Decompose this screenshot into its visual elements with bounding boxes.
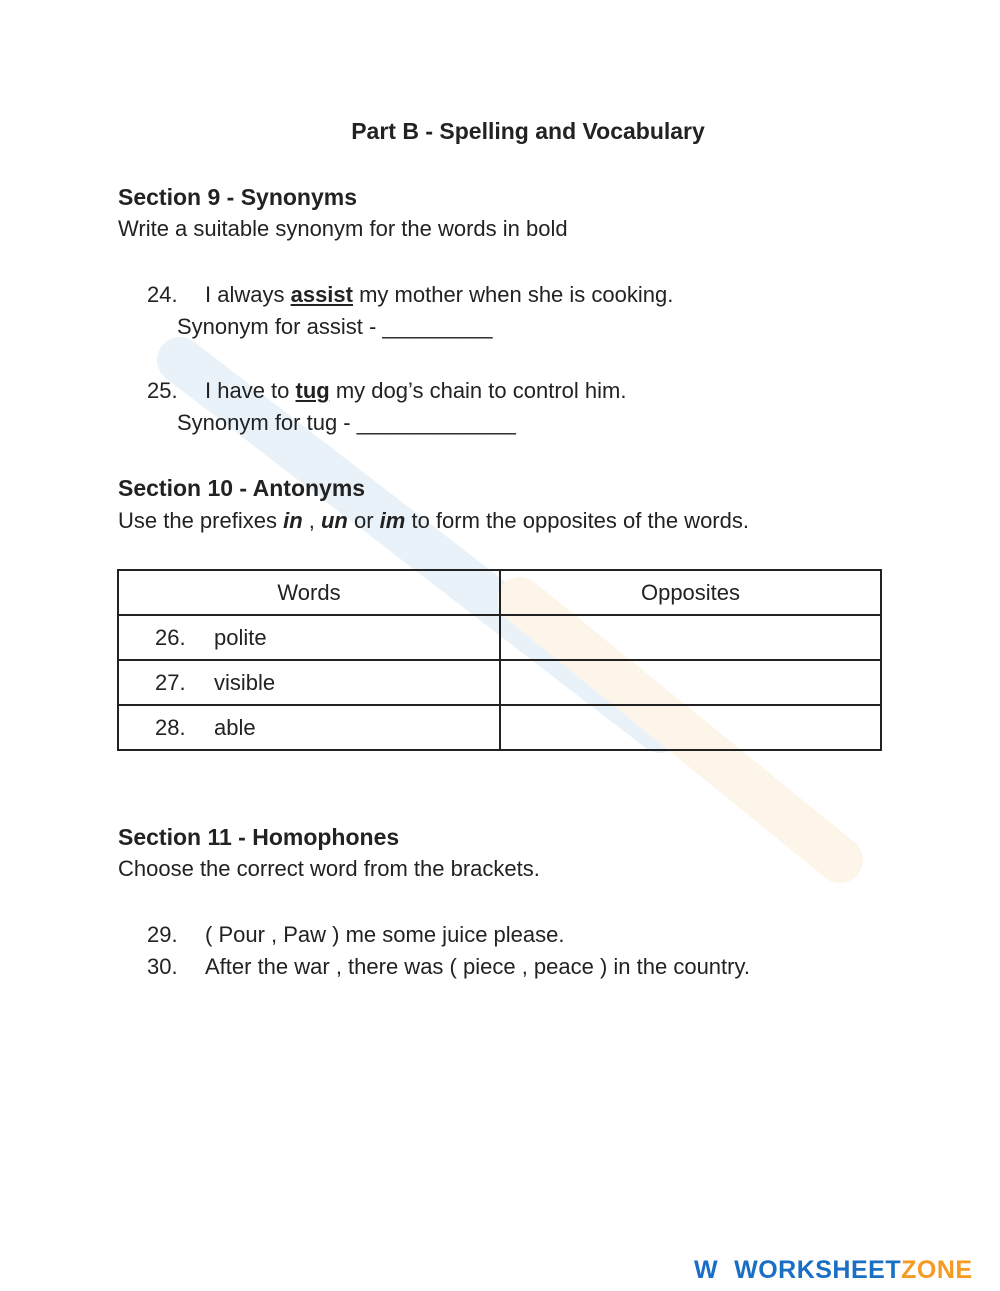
question-number: 25. xyxy=(147,378,178,403)
antonyms-table xyxy=(117,569,882,751)
section-11-heading: Section 11 - Homophones xyxy=(118,824,400,850)
word-text: visible xyxy=(214,669,276,695)
word-cell xyxy=(118,705,500,750)
question-text: I always xyxy=(205,282,291,307)
word-cell xyxy=(118,660,500,705)
instruction-text: , xyxy=(302,508,321,533)
opposite-answer-cell[interactable] xyxy=(500,660,881,705)
w-logo-icon: W xyxy=(694,1256,719,1284)
logo-text-zone: ZONE xyxy=(901,1256,973,1284)
prefix-un: un xyxy=(320,508,348,533)
question-text: my mother when she is cooking. xyxy=(352,282,674,307)
synonym-prompt-24: Synonym for assist - _________ xyxy=(177,314,493,339)
prefix-in: in xyxy=(283,508,303,533)
instruction-text: to form the opposites of the words. xyxy=(405,508,749,533)
synonym-prompt-25: Synonym for tug - _____________ xyxy=(177,410,516,435)
prefix-im: im xyxy=(379,508,406,533)
section-10-instruction xyxy=(118,508,749,534)
header-words: Words xyxy=(118,570,500,615)
opposite-answer-cell[interactable] xyxy=(500,615,881,660)
instruction-text: or xyxy=(347,508,380,533)
logo-text-worksheet: WORKSHEET xyxy=(734,1256,902,1284)
question-30 xyxy=(147,954,750,980)
page-title: Part B - Spelling and Vocabulary xyxy=(351,118,705,144)
question-number: 29. xyxy=(147,922,178,947)
row-number: 28. xyxy=(155,714,186,740)
word-text: able xyxy=(214,714,256,740)
row-number: 27. xyxy=(155,669,186,695)
question-29 xyxy=(147,922,564,948)
header-opposites: Opposites xyxy=(500,570,881,615)
question-text: I have to xyxy=(205,378,296,403)
question-number: 30. xyxy=(147,954,178,979)
section-9-instruction: Write a suitable synonym for the words in bold xyxy=(118,216,568,241)
opposite-answer-cell[interactable] xyxy=(500,705,881,750)
table-header-row xyxy=(118,570,881,615)
section-10-heading: Section 10 - Antonyms xyxy=(118,475,366,501)
table-row xyxy=(118,615,881,660)
question-text: After the war , there was ( piece , peace ) in the country. xyxy=(205,954,750,979)
table-row xyxy=(118,660,881,705)
question-text: ( Pour , Paw ) me some juice please. xyxy=(205,922,565,947)
instruction-text: Use the prefixes xyxy=(118,508,284,533)
section-9-heading: Section 9 - Synonyms xyxy=(118,184,358,210)
question-text: my dog’s chain to control him. xyxy=(329,378,627,403)
question-number: 24. xyxy=(147,282,178,307)
row-number: 26. xyxy=(155,624,186,650)
question-24 xyxy=(147,282,673,308)
table-row xyxy=(118,705,881,750)
word-text: polite xyxy=(214,624,267,650)
keyword-assist: assist xyxy=(290,282,353,307)
word-cell xyxy=(118,615,500,660)
keyword-tug: tug xyxy=(295,378,330,403)
section-11-instruction: Choose the correct word from the brackets. xyxy=(118,856,540,881)
worksheetzone-logo xyxy=(694,1256,973,1285)
question-25 xyxy=(147,378,626,404)
